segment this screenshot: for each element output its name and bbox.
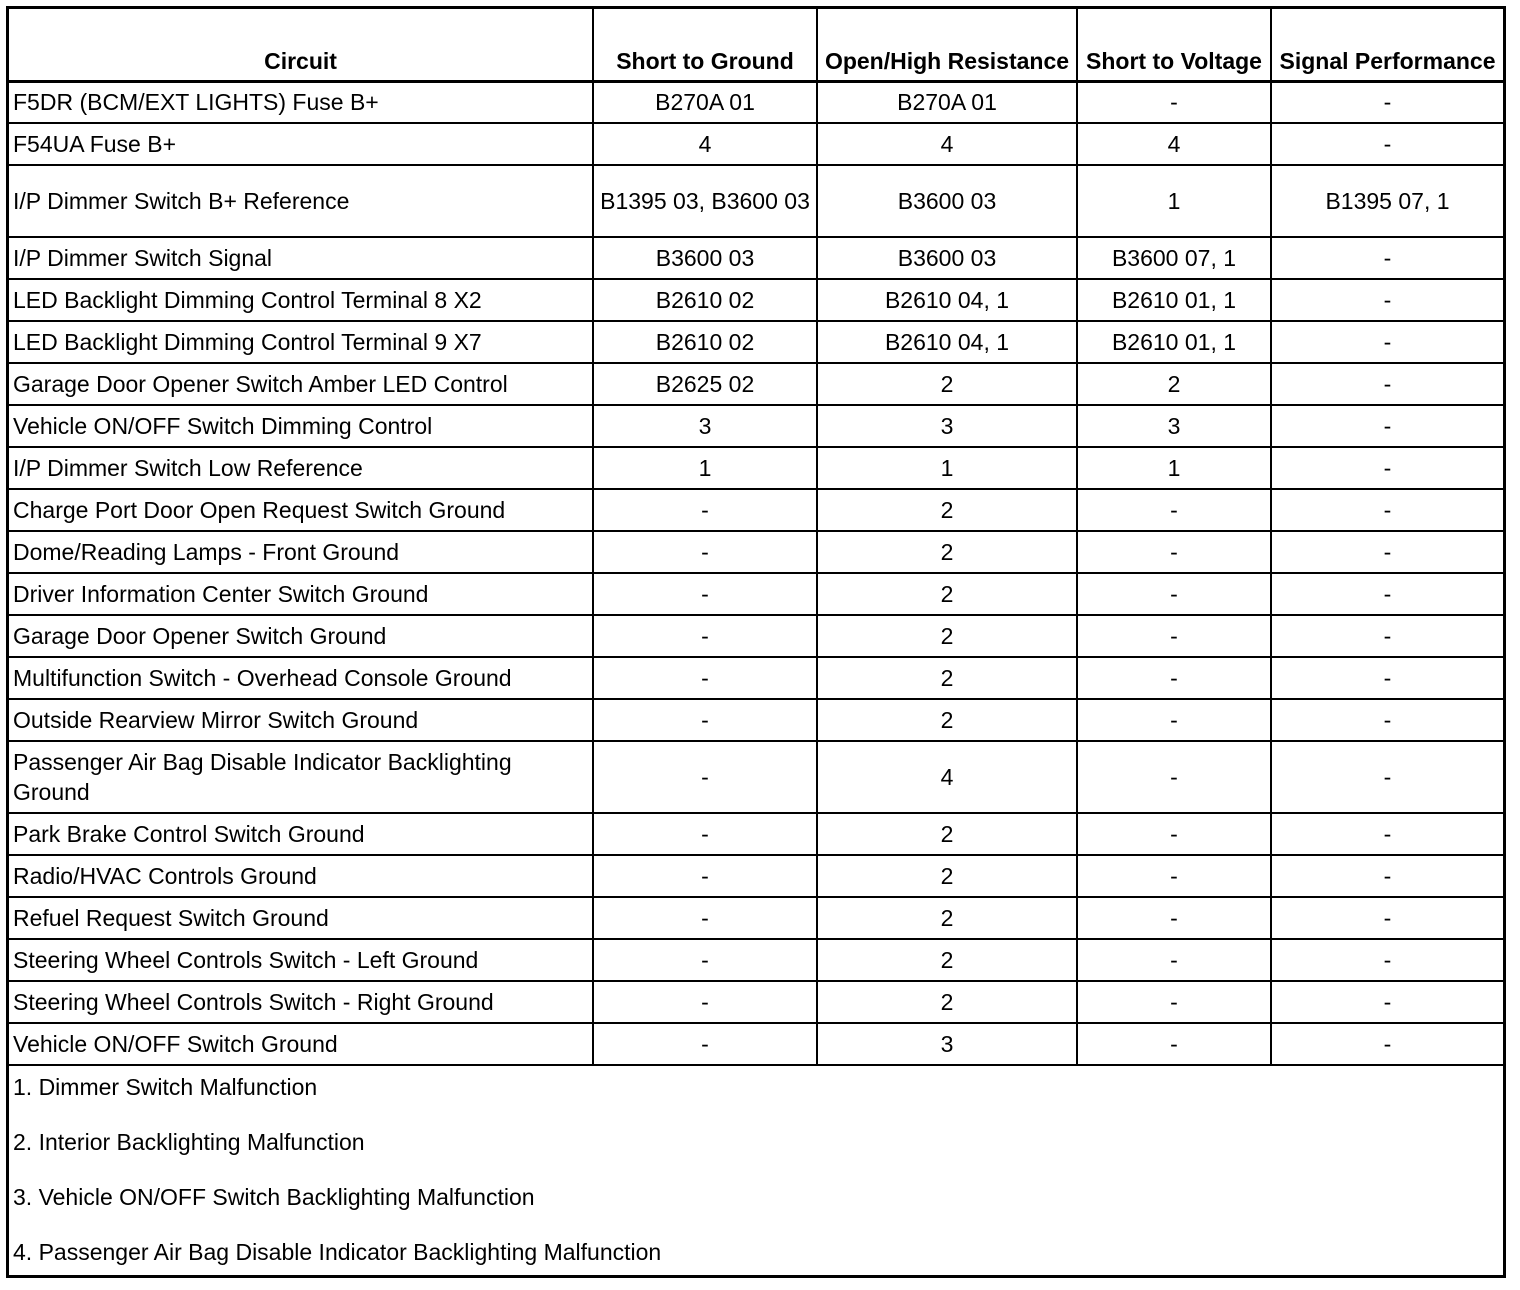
signal-performance-cell: - bbox=[1271, 897, 1503, 939]
short-to-voltage-cell: 1 bbox=[1077, 447, 1271, 489]
circuit-table bbox=[9, 9, 1503, 1066]
table-row bbox=[9, 123, 1503, 165]
short-to-ground-cell: B3600 03 bbox=[593, 237, 817, 279]
signal-performance-cell: - bbox=[1271, 531, 1503, 573]
open-high-resistance-cell: 2 bbox=[817, 981, 1077, 1023]
short-to-ground-cell: - bbox=[593, 939, 817, 981]
table-row bbox=[9, 447, 1503, 489]
circuit-cell: Driver Information Center Switch Ground bbox=[9, 573, 593, 615]
short-to-voltage-cell: - bbox=[1077, 657, 1271, 699]
short-to-ground-cell: B2610 02 bbox=[593, 321, 817, 363]
table-row bbox=[9, 855, 1503, 897]
short-to-voltage-cell: 2 bbox=[1077, 363, 1271, 405]
table-row bbox=[9, 81, 1503, 123]
open-high-resistance-cell: 2 bbox=[817, 531, 1077, 573]
short-to-ground-cell: - bbox=[593, 741, 817, 813]
open-high-resistance-cell: B2610 04, 1 bbox=[817, 279, 1077, 321]
open-high-resistance-cell: B3600 03 bbox=[817, 165, 1077, 237]
short-to-ground-cell: - bbox=[593, 531, 817, 573]
circuit-cell: F5DR (BCM/EXT LIGHTS) Fuse B+ bbox=[9, 81, 593, 123]
table-row bbox=[9, 981, 1503, 1023]
circuit-cell: LED Backlight Dimming Control Terminal 8 X2 bbox=[9, 279, 593, 321]
circuit-cell: I/P Dimmer Switch B+ Reference bbox=[9, 165, 593, 237]
signal-performance-cell: - bbox=[1271, 363, 1503, 405]
table-row bbox=[9, 813, 1503, 855]
short-to-ground-cell: - bbox=[593, 813, 817, 855]
table-row bbox=[9, 699, 1503, 741]
signal-performance-cell: - bbox=[1271, 321, 1503, 363]
short-to-voltage-cell: B2610 01, 1 bbox=[1077, 279, 1271, 321]
open-high-resistance-cell: 2 bbox=[817, 615, 1077, 657]
header-circuit: Circuit bbox=[9, 9, 593, 81]
circuit-cell: Passenger Air Bag Disable Indicator Backlighting Ground bbox=[9, 741, 593, 813]
signal-performance-cell: - bbox=[1271, 981, 1503, 1023]
short-to-ground-cell: B270A 01 bbox=[593, 81, 817, 123]
short-to-ground-cell: - bbox=[593, 897, 817, 939]
short-to-ground-cell: B2610 02 bbox=[593, 279, 817, 321]
short-to-voltage-cell: - bbox=[1077, 81, 1271, 123]
table-row bbox=[9, 279, 1503, 321]
open-high-resistance-cell: 1 bbox=[817, 447, 1077, 489]
footnote: 3. Vehicle ON/OFF Switch Backlighting Malfunction bbox=[13, 1184, 535, 1210]
header-open-high-resistance: Open/High Resistance bbox=[817, 9, 1077, 81]
short-to-voltage-cell: - bbox=[1077, 855, 1271, 897]
table-row bbox=[9, 531, 1503, 573]
open-high-resistance-cell: 2 bbox=[817, 573, 1077, 615]
short-to-ground-cell: - bbox=[593, 489, 817, 531]
circuit-cell: Vehicle ON/OFF Switch Dimming Control bbox=[9, 405, 593, 447]
short-to-voltage-cell: - bbox=[1077, 615, 1271, 657]
signal-performance-cell: - bbox=[1271, 123, 1503, 165]
signal-performance-cell: - bbox=[1271, 699, 1503, 741]
footnote: 4. Passenger Air Bag Disable Indicator Backlighting Malfunction bbox=[13, 1239, 662, 1265]
short-to-ground-cell: - bbox=[593, 615, 817, 657]
circuit-cell: Garage Door Opener Switch Amber LED Control bbox=[9, 363, 593, 405]
header-row bbox=[9, 9, 1503, 81]
table-row bbox=[9, 363, 1503, 405]
circuit-cell: I/P Dimmer Switch Low Reference bbox=[9, 447, 593, 489]
short-to-voltage-cell: - bbox=[1077, 813, 1271, 855]
table-row bbox=[9, 741, 1503, 813]
table-row bbox=[9, 615, 1503, 657]
footnote: 2. Interior Backlighting Malfunction bbox=[13, 1129, 365, 1155]
signal-performance-cell: - bbox=[1271, 573, 1503, 615]
footnote: 1. Dimmer Switch Malfunction bbox=[13, 1074, 318, 1100]
short-to-voltage-cell: - bbox=[1077, 1023, 1271, 1065]
circuit-cell: LED Backlight Dimming Control Terminal 9 X7 bbox=[9, 321, 593, 363]
header-short-to-voltage: Short to Voltage bbox=[1077, 9, 1271, 81]
table-row bbox=[9, 405, 1503, 447]
circuit-cell: Refuel Request Switch Ground bbox=[9, 897, 593, 939]
signal-performance-cell: - bbox=[1271, 813, 1503, 855]
table-row bbox=[9, 897, 1503, 939]
short-to-ground-cell: - bbox=[593, 855, 817, 897]
short-to-ground-cell: B2625 02 bbox=[593, 363, 817, 405]
short-to-voltage-cell: - bbox=[1077, 531, 1271, 573]
short-to-voltage-cell: - bbox=[1077, 741, 1271, 813]
circuit-diagnostic-table-sheet bbox=[6, 6, 1506, 1278]
footnotes bbox=[9, 1066, 1503, 1290]
short-to-voltage-cell: B3600 07, 1 bbox=[1077, 237, 1271, 279]
open-high-resistance-cell: 2 bbox=[817, 897, 1077, 939]
short-to-voltage-cell: B2610 01, 1 bbox=[1077, 321, 1271, 363]
table-row bbox=[9, 657, 1503, 699]
short-to-ground-cell: - bbox=[593, 1023, 817, 1065]
short-to-voltage-cell: - bbox=[1077, 573, 1271, 615]
circuit-cell: Radio/HVAC Controls Ground bbox=[9, 855, 593, 897]
header-signal-performance: Signal Performance bbox=[1271, 9, 1503, 81]
short-to-ground-cell: - bbox=[593, 699, 817, 741]
signal-performance-cell: - bbox=[1271, 279, 1503, 321]
table-body bbox=[9, 81, 1503, 1065]
circuit-cell: Steering Wheel Controls Switch - Right Ground bbox=[9, 981, 593, 1023]
short-to-voltage-cell: - bbox=[1077, 939, 1271, 981]
signal-performance-cell: - bbox=[1271, 1023, 1503, 1065]
open-high-resistance-cell: 4 bbox=[817, 741, 1077, 813]
open-high-resistance-cell: B3600 03 bbox=[817, 237, 1077, 279]
signal-performance-cell: - bbox=[1271, 741, 1503, 813]
open-high-resistance-cell: 2 bbox=[817, 939, 1077, 981]
table-row bbox=[9, 321, 1503, 363]
open-high-resistance-cell: B270A 01 bbox=[817, 81, 1077, 123]
open-high-resistance-cell: 3 bbox=[817, 405, 1077, 447]
short-to-voltage-cell: - bbox=[1077, 981, 1271, 1023]
circuit-cell: F54UA Fuse B+ bbox=[9, 123, 593, 165]
circuit-cell: Multifunction Switch - Overhead Console Ground bbox=[9, 657, 593, 699]
short-to-ground-cell: 3 bbox=[593, 405, 817, 447]
table-row bbox=[9, 1023, 1503, 1065]
signal-performance-cell: - bbox=[1271, 939, 1503, 981]
short-to-voltage-cell: 1 bbox=[1077, 165, 1271, 237]
open-high-resistance-cell: 2 bbox=[817, 699, 1077, 741]
table-row bbox=[9, 489, 1503, 531]
open-high-resistance-cell: 2 bbox=[817, 813, 1077, 855]
signal-performance-cell: B1395 07, 1 bbox=[1271, 165, 1503, 237]
short-to-ground-cell: 1 bbox=[593, 447, 817, 489]
signal-performance-cell: - bbox=[1271, 447, 1503, 489]
circuit-cell: Outside Rearview Mirror Switch Ground bbox=[9, 699, 593, 741]
circuit-cell: Garage Door Opener Switch Ground bbox=[9, 615, 593, 657]
short-to-ground-cell: B1395 03, B3600 03 bbox=[593, 165, 817, 237]
circuit-cell: Park Brake Control Switch Ground bbox=[9, 813, 593, 855]
open-high-resistance-cell: 2 bbox=[817, 363, 1077, 405]
short-to-voltage-cell: - bbox=[1077, 897, 1271, 939]
short-to-ground-cell: - bbox=[593, 657, 817, 699]
table-row bbox=[9, 165, 1503, 237]
short-to-voltage-cell: 4 bbox=[1077, 123, 1271, 165]
open-high-resistance-cell: 4 bbox=[817, 123, 1077, 165]
signal-performance-cell: - bbox=[1271, 237, 1503, 279]
signal-performance-cell: - bbox=[1271, 855, 1503, 897]
open-high-resistance-cell: B2610 04, 1 bbox=[817, 321, 1077, 363]
short-to-ground-cell: 4 bbox=[593, 123, 817, 165]
open-high-resistance-cell: 2 bbox=[817, 855, 1077, 897]
circuit-cell: I/P Dimmer Switch Signal bbox=[9, 237, 593, 279]
table-row bbox=[9, 573, 1503, 615]
short-to-voltage-cell: - bbox=[1077, 699, 1271, 741]
open-high-resistance-cell: 2 bbox=[817, 489, 1077, 531]
signal-performance-cell: - bbox=[1271, 81, 1503, 123]
signal-performance-cell: - bbox=[1271, 615, 1503, 657]
short-to-ground-cell: - bbox=[593, 573, 817, 615]
open-high-resistance-cell: 3 bbox=[817, 1023, 1077, 1065]
signal-performance-cell: - bbox=[1271, 657, 1503, 699]
circuit-cell: Vehicle ON/OFF Switch Ground bbox=[9, 1023, 593, 1065]
circuit-cell: Dome/Reading Lamps - Front Ground bbox=[9, 531, 593, 573]
short-to-ground-cell: - bbox=[593, 981, 817, 1023]
signal-performance-cell: - bbox=[1271, 405, 1503, 447]
header-short-to-ground: Short to Ground bbox=[593, 9, 817, 81]
signal-performance-cell: - bbox=[1271, 489, 1503, 531]
table-row bbox=[9, 939, 1503, 981]
short-to-voltage-cell: 3 bbox=[1077, 405, 1271, 447]
short-to-voltage-cell: - bbox=[1077, 489, 1271, 531]
circuit-cell: Charge Port Door Open Request Switch Ground bbox=[9, 489, 593, 531]
table-row bbox=[9, 237, 1503, 279]
open-high-resistance-cell: 2 bbox=[817, 657, 1077, 699]
circuit-cell: Steering Wheel Controls Switch - Left Ground bbox=[9, 939, 593, 981]
